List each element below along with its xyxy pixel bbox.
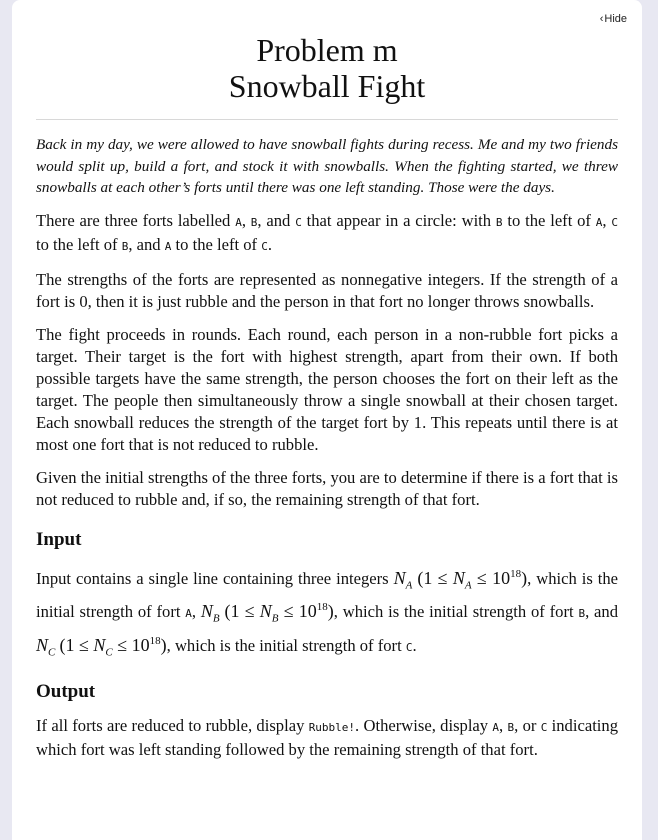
rounds-paragraph: The fight proceeds in rounds. Each round, each person in a non-rubble fort picks a target. Their target is the fort with highest strength, apart from their own. If both possible targets have the same strength, the person chooses the fort on their left as the target. The people then simultaneously throw a single snowball at their chosen target. Each snowball reduces the strength of the target fort by 1. This repeats until there is at most one fort that is not reduced to rubble. <box>36 324 618 454</box>
hide-button[interactable] <box>600 13 627 25</box>
task-paragraph: Given the initial strengths of the three forts, you are to determine if there is a fort that is not reduced to rubble and, if so, the remaining strength of that fort. <box>36 467 618 509</box>
problem-card <box>12 0 642 840</box>
input-paragraph: Input contains a single line containing three integers $N_A$ $(1 \le N_A \le 10^{18})$, which is the initial strength of fort A, $N_B$ $(1 \le N_B \le 10^{18})$, which is the initial strength of fort B, and $N_C$ $(1 \le N_C \le 10^{18})$, which is the initial strength of fort C. <box>36 567 619 659</box>
problem-statement <box>36 134 618 772</box>
chevron-left-icon: ‹ <box>599 13 604 25</box>
strength-paragraph: The strengths of the forts are represented as nonnegative integers. If the strength of a fort is 0, then it is just rubble and the person in that fort no longer throws snowballs. <box>36 269 618 311</box>
output-heading: Output <box>36 681 96 703</box>
problem-name: Snowball Fight <box>228 68 426 104</box>
forts-paragraph: There are three forts labelled A, B, and C that appear in a circle: with B to the left of A, C to the left of B, and A to the left of C. <box>36 210 619 254</box>
problem-id: Problem m <box>256 32 398 68</box>
intro-paragraph: Back in my day, we were allowed to have snowball fights during recess. Me and my two friends would split up, build a fort, and stock it with snowballs. When the fighting started, we threw snowballs at each other’s forts until there was one left standing. Those were the days. <box>36 136 618 196</box>
hide-label: Hide <box>604 13 627 25</box>
page-title <box>12 32 642 104</box>
divider <box>36 119 618 120</box>
output-paragraph: If all forts are reduced to rubble, display Rubble!. Otherwise, display A, B, or C indicating which fort was left standing followed by the remaining strength of that fort. <box>36 716 619 760</box>
input-heading: Input <box>36 528 82 550</box>
